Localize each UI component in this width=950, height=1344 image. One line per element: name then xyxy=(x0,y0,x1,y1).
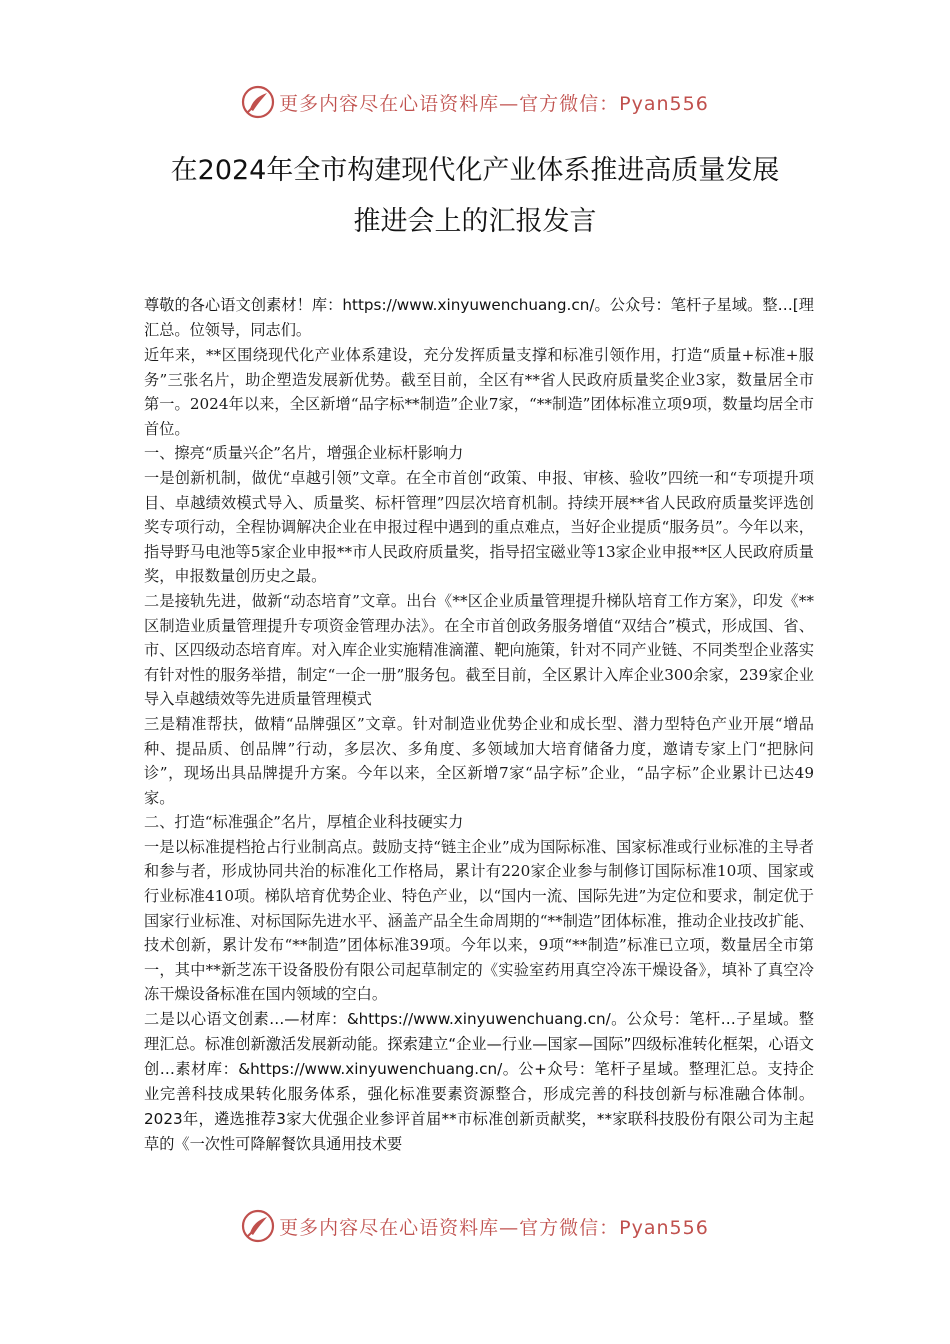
paragraph: 三是精准帮扶，做精“品牌强区”文章。针对制造业优势企业和成长型、潜力型特色产业开展“增品种、提品质、创品牌”行动，多层次、多角度、多领域加大培育储备力度，邀请专家上门“把脉问诊”，现场出具品牌提升方案。今年以来，全区新增7家“品字标”企业，“品字标”企业累计已达49家。 xyxy=(144,714,814,807)
watermark-text: 更多内容尽在心语资料库—官方微信： xyxy=(279,92,620,115)
paragraph: 一是以标准提档抢占行业制高点。鼓励支持“链主企业”成为国际标准、国家标准或行业标准的主导者和参与者，形成协同共治的标准化工作格局，累计有220家企业参与制修订国际标准10项、国家或行业标准410项。梯队培育优势企业、特色产业，以“国内一流、国际先进”为定位和要求，制定优于国家行业标准、对标国际先进水平、涵盖产品全生命周期的“**制造”团体标准，推动企业技改扩能、技术创新，累计发布“**制造”团体标准39项。今年以来，9项“**制造”标准已立项，数量居全市第一，其中**新芝冻干设备股份有限公司起草制定的《实验室药用真空冷冻干燥设备》，填补了真空冷冻干燥设备标准在国内领域的空白。 xyxy=(144,837,814,1004)
paragraph: 尊敬的各心语文创素材！库：https://www.xinyuwenchuang.cn/。公众号：笔杆子星域。整…[理汇总。位领导，同志们。 xyxy=(144,296,814,339)
document-title-line-1: 在2024年全市构建现代化产业体系推进高质量发展 xyxy=(170,155,780,186)
watermark-logo-icon xyxy=(241,1209,275,1243)
paragraph: 二是以心语文创素…—材库：&https://www.xinyuwenchuang.cn/。公众号：笔杆…子星域。整理汇总。标准创新激活发展新动能。探索建立“企业—行业—国家—国际”四级标准转化框架，心语文创…素材库：&https://www.xinyuwenchuang.cn/。公+众号：笔杆子星域。整理汇总。支持企业完善科技成果转化服务体系，强化标准要素资源整合，形成完善的科技创新与标准融合体制。2023年，遴选推荐3家大优强企业参评首届**市标准创新贡献奖，**家联科技股份有限公司为主起草的《一次性可降解餐饮具通用技术要 xyxy=(144,1010,814,1154)
watermark-text: 更多内容尽在心语资料库—官方微信： xyxy=(279,1216,620,1239)
paragraph: 近年来，**区围绕现代化产业体系建设，充分发挥质量支撑和标准引领作用，打造“质量+标准+服务”三张名片，助企塑造发展新优势。截至目前，全区有**省人民政府质量奖企业3家，数量居全市第一。2024年以来，全区新增“品字标**制造”企业7家，“**制造”团体标准立项9项，数量均居全市首位。 xyxy=(144,346,814,438)
document-title-line-2: 推进会上的汇报发言 xyxy=(353,206,597,237)
paragraph: 二是接轨先进，做新“动态培育”文章。出台《**区企业质量管理提升梯队培育工作方案》，印发《**区制造业质量管理提升专项资金管理办法》。在全市首创政务服务增值“双结合”模式，形成国、省、市、区四级动态培育库。对入库企业实施精准滴灌、靶向施策，针对不同产业链、不同类型企业落实有针对性的服务举措，制定“一企一册”服务包。截至目前，全区累计入库企业300余家，239家企业导入卓越绩效等先进质量管理模式 xyxy=(144,591,814,709)
paragraph: 一是创新机制，做优“卓越引领”文章。在全市首创“政策、申报、审核、验收”四统一和“专项提升项目、卓越绩效模式导入、质量奖、标杆管理”四层次培育机制。持续开展**省人民政府质量奖评选创奖专项行动，全程协调解决企业在申报过程中遇到的重点难点，当好企业提质“服务员”。今年以来，指导野马电池等5家企业申报**市人民政府质量奖，指导招宝磁业等13家企业申报**区人民政府质量奖，申报数量创历史之最。 xyxy=(144,468,814,586)
section-heading: 二、打造“标准强企”名片，厚植企业科技硬实力 xyxy=(144,813,464,832)
watermark-wechat: Pyan556 xyxy=(619,1216,709,1239)
watermark-logo-icon xyxy=(241,85,275,119)
section-heading: 一、擦亮“质量兴企”名片，增强企业标杆影响力 xyxy=(144,444,464,463)
watermark-wechat: Pyan556 xyxy=(619,92,709,115)
document-body xyxy=(144,293,814,1157)
footer-watermark xyxy=(0,1206,950,1246)
header-watermark xyxy=(0,82,950,122)
